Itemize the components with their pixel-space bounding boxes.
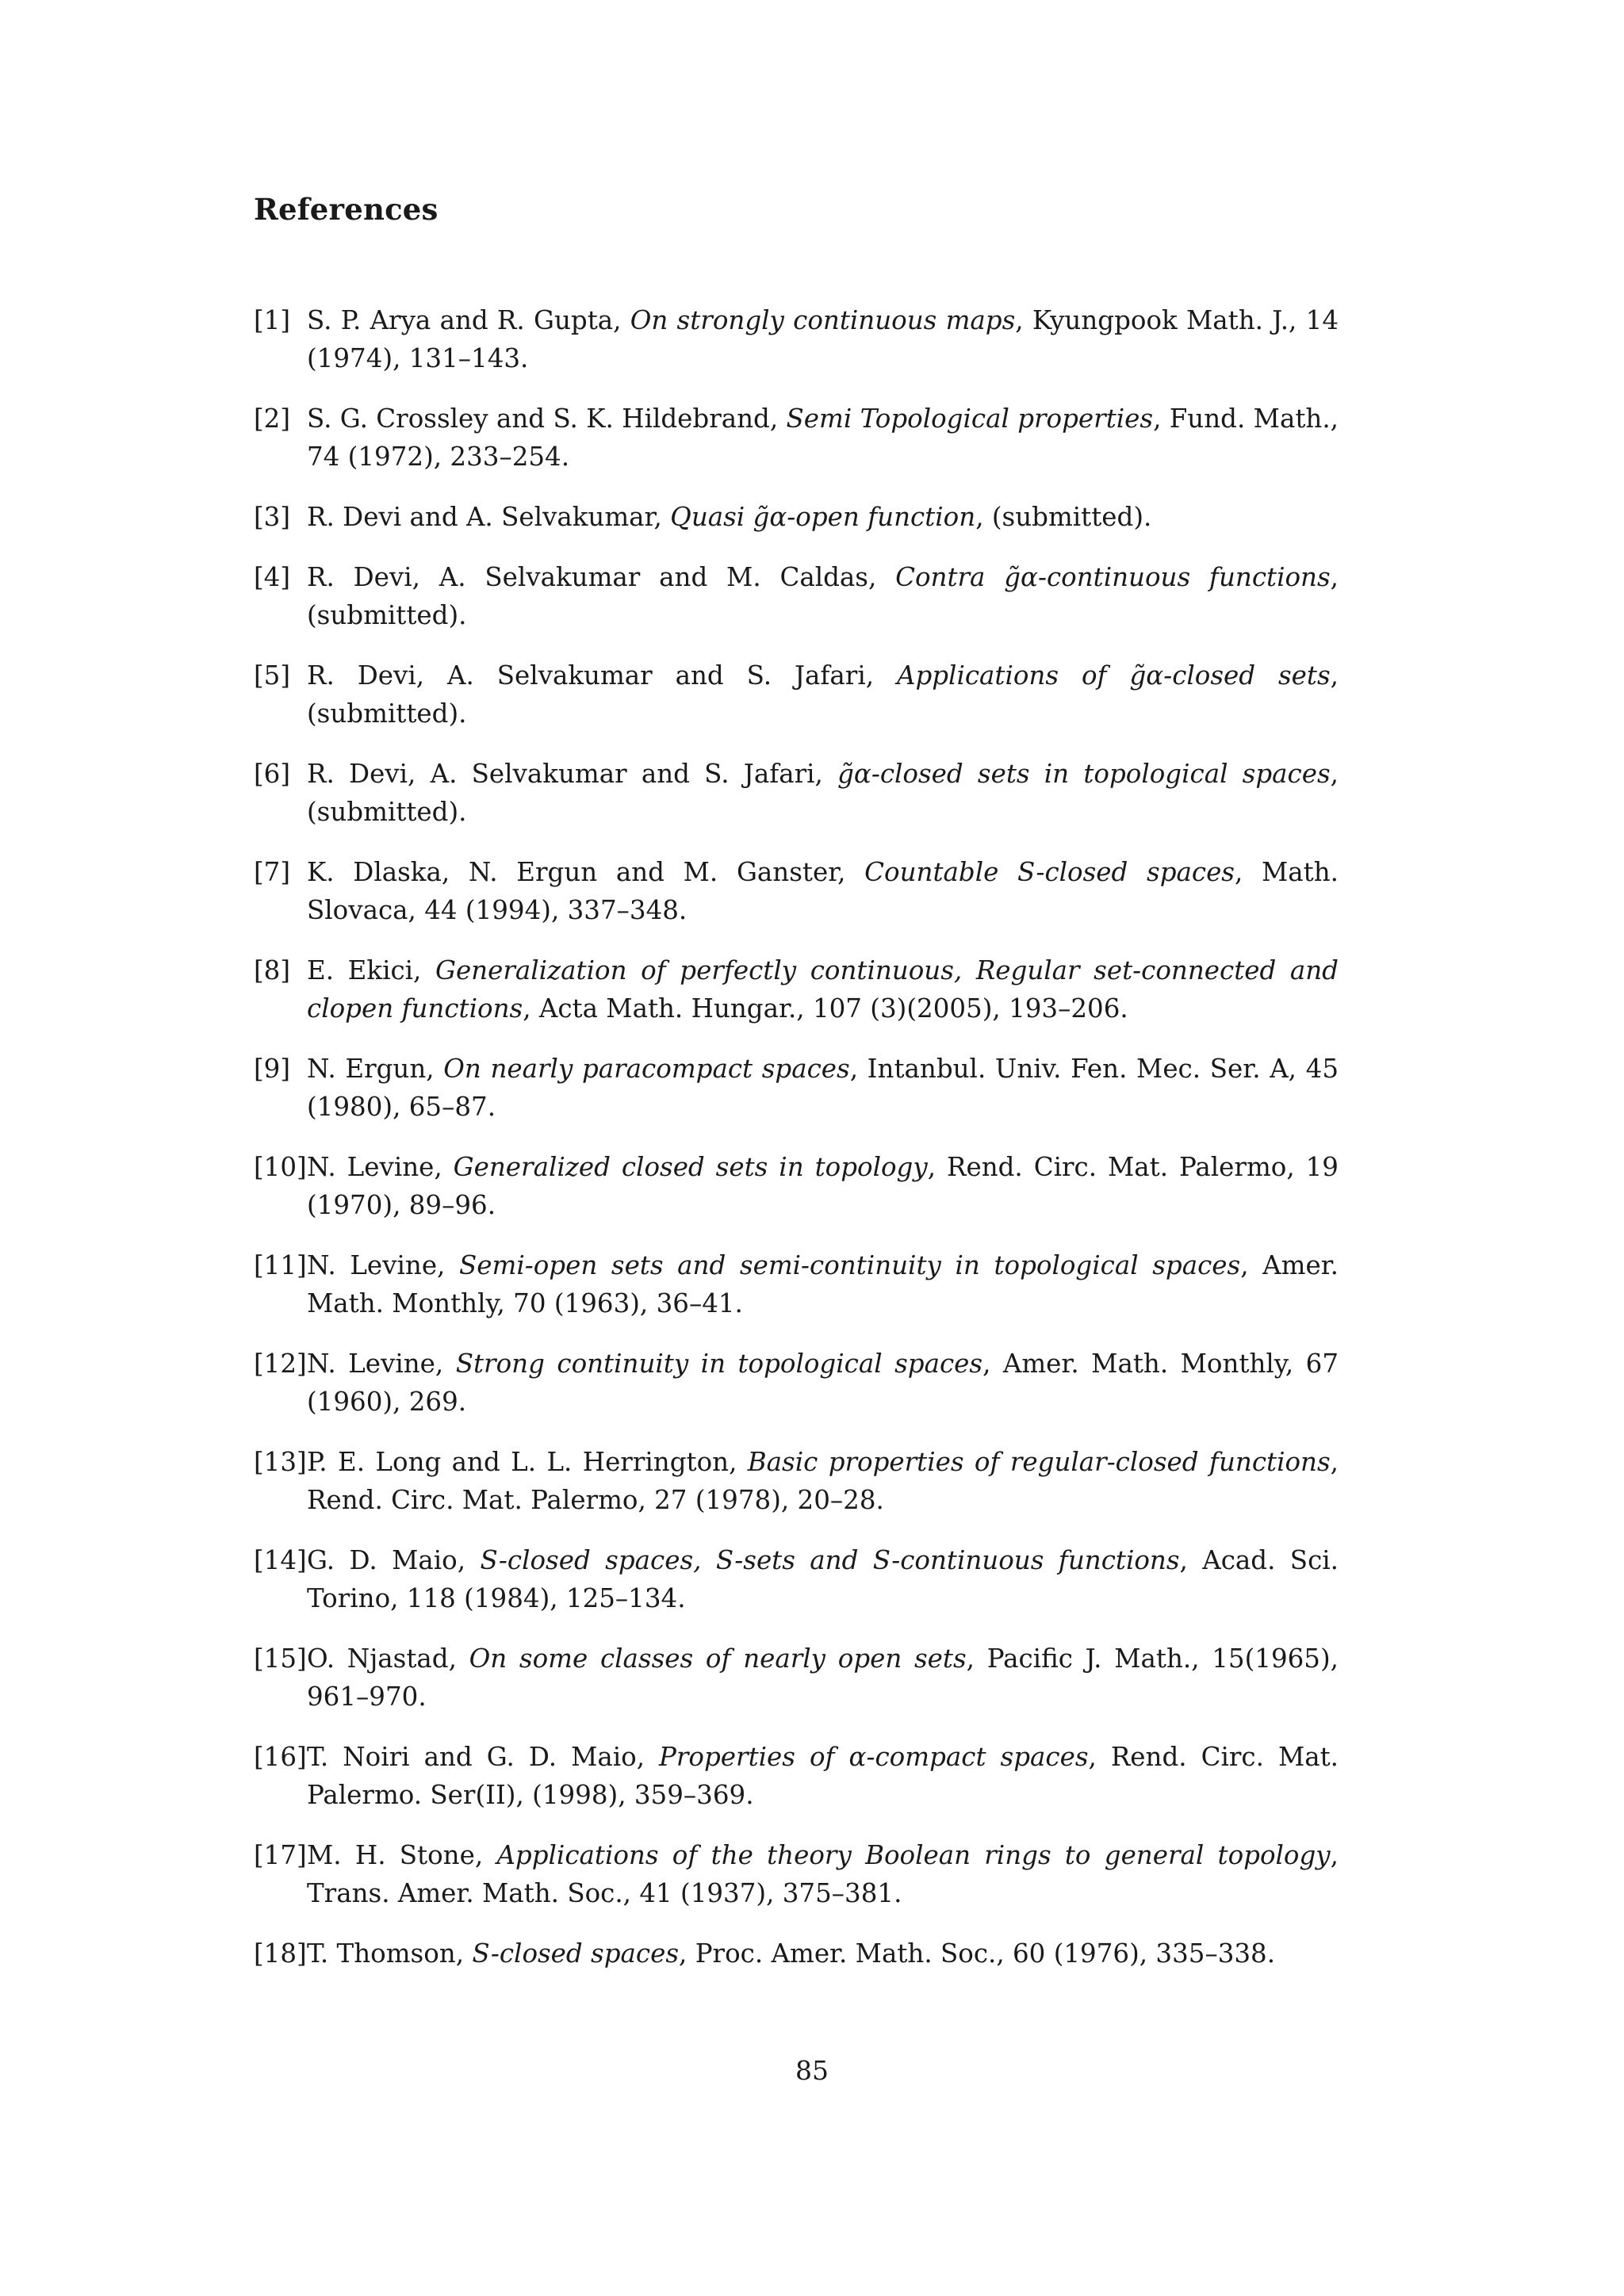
reference-item bbox=[254, 656, 1339, 733]
reference-label: [4] bbox=[254, 562, 291, 592]
reference-details: , Proc. Amer. Math. Soc., 60 (1976), 335–338. bbox=[679, 1938, 1276, 1969]
reference-item bbox=[254, 558, 1339, 634]
reference-details: , (submitted). bbox=[307, 562, 1339, 630]
reference-authors: N. Levine, bbox=[307, 1250, 460, 1280]
reference-label: [5] bbox=[254, 660, 291, 691]
reference-title: Countable S-closed spaces bbox=[864, 857, 1235, 887]
reference-item bbox=[254, 1640, 1339, 1716]
reference-details: , Kyungpook Math. J., 14 (1974), 131–143. bbox=[307, 305, 1339, 373]
reference-item bbox=[254, 1738, 1339, 1814]
reference-details: , Rend. Circ. Mat. Palermo, 27 (1978), 20–28. bbox=[307, 1447, 1339, 1515]
reference-details: , Acad. Sci. Torino, 118 (1984), 125–134. bbox=[307, 1545, 1339, 1613]
reference-label: [15] bbox=[254, 1644, 307, 1674]
reference-authors: T. Noiri and G. D. Maio, bbox=[307, 1742, 660, 1772]
reference-label: [7] bbox=[254, 857, 291, 887]
reference-label: [3] bbox=[254, 502, 291, 532]
reference-authors: G. D. Maio, bbox=[307, 1545, 481, 1575]
reference-details: , (submitted). bbox=[307, 660, 1339, 729]
reference-title: On some classes of nearly open sets bbox=[469, 1644, 967, 1674]
reference-label: [11] bbox=[254, 1250, 307, 1280]
reference-label: [9] bbox=[254, 1054, 291, 1084]
reference-details: , Math. Slovaca, 44 (1994), 337–348. bbox=[307, 857, 1339, 925]
reference-title: Applications of the theory Boolean rings to general topology bbox=[496, 1840, 1331, 1870]
reference-item bbox=[254, 400, 1339, 476]
reference-authors: R. Devi, A. Selvakumar and S. Jafari, bbox=[307, 759, 838, 789]
reference-item bbox=[254, 1541, 1339, 1617]
reference-label: [10] bbox=[254, 1152, 307, 1182]
reference-title: On nearly paracompact spaces bbox=[443, 1054, 850, 1084]
reference-item bbox=[254, 1836, 1339, 1912]
reference-title: Quasi g̃α-open function bbox=[670, 502, 976, 532]
reference-details: , Trans. Amer. Math. Soc., 41 (1937), 375–381. bbox=[307, 1840, 1339, 1908]
reference-authors: M. H. Stone, bbox=[307, 1840, 497, 1870]
reference-authors: R. Devi, A. Selvakumar and S. Jafari, bbox=[307, 660, 897, 691]
section-title: References bbox=[254, 192, 439, 227]
reference-label: [12] bbox=[254, 1349, 307, 1379]
reference-title: Generalization of perfectly continuous, Regular set-connected and clopen functions bbox=[307, 955, 1339, 1024]
reference-item bbox=[254, 755, 1339, 831]
reference-authors: S. G. Crossley and S. K. Hildebrand, bbox=[307, 404, 787, 434]
reference-item bbox=[254, 1934, 1339, 1973]
reference-authors: E. Ekici, bbox=[307, 955, 435, 985]
reference-item bbox=[254, 1246, 1339, 1322]
reference-authors: K. Dlaska, N. Ergun and M. Ganster, bbox=[307, 857, 865, 887]
reference-authors: S. P. Arya and R. Gupta, bbox=[307, 305, 630, 335]
reference-authors: N. Levine, bbox=[307, 1152, 454, 1182]
reference-label: [13] bbox=[254, 1447, 307, 1477]
reference-details: , Amer. Math. Monthly, 70 (1963), 36–41. bbox=[307, 1250, 1339, 1318]
reference-details: , Intanbul. Univ. Fen. Mec. Ser. A, 45 (1980), 65–87. bbox=[307, 1054, 1339, 1122]
reference-item bbox=[254, 1345, 1339, 1421]
page-number: 85 bbox=[795, 2055, 829, 2086]
reference-item bbox=[254, 1443, 1339, 1519]
reference-details: , Rend. Circ. Mat. Palermo. Ser(II), (1998), 359–369. bbox=[307, 1742, 1339, 1810]
reference-item bbox=[254, 1050, 1339, 1126]
reference-label: [2] bbox=[254, 404, 291, 434]
reference-item bbox=[254, 1148, 1339, 1224]
reference-label: [17] bbox=[254, 1840, 307, 1870]
reference-title: Properties of α-compact spaces bbox=[659, 1742, 1089, 1772]
reference-authors: O. Njastad, bbox=[307, 1644, 469, 1674]
reference-label: [8] bbox=[254, 955, 291, 985]
reference-authors: N. Levine, bbox=[307, 1349, 456, 1379]
reference-title: Generalized closed sets in topology bbox=[453, 1152, 928, 1182]
reference-title: S-closed spaces, S-sets and S-continuous functions bbox=[480, 1545, 1180, 1575]
reference-authors: P. E. Long and L. L. Herrington, bbox=[307, 1447, 748, 1477]
reference-title: S-closed spaces bbox=[472, 1938, 680, 1969]
reference-details: , (submitted). bbox=[975, 502, 1152, 532]
reference-title: Strong continuity in topological spaces bbox=[455, 1349, 983, 1379]
reference-label: [1] bbox=[254, 305, 291, 335]
reference-details: , (submitted). bbox=[307, 759, 1339, 827]
reference-item bbox=[254, 498, 1339, 536]
reference-item bbox=[254, 301, 1339, 377]
reference-item bbox=[254, 853, 1339, 929]
reference-label: [14] bbox=[254, 1545, 307, 1575]
reference-details: , Amer. Math. Monthly, 67 (1960), 269. bbox=[307, 1349, 1339, 1417]
reference-title: Semi-open sets and semi-continuity in topological spaces bbox=[459, 1250, 1241, 1280]
reference-details: , Fund. Math., 74 (1972), 233–254. bbox=[307, 404, 1339, 472]
reference-title: Contra g̃α-continuous functions bbox=[895, 562, 1331, 592]
reference-title: On strongly continuous maps bbox=[630, 305, 1016, 335]
reference-title: g̃α-closed sets in topological spaces bbox=[837, 759, 1331, 789]
reference-details: , Pacific J. Math., 15(1965), 961–970. bbox=[307, 1644, 1339, 1712]
reference-title: Applications of g̃α-closed sets bbox=[896, 660, 1331, 691]
reference-authors: R. Devi and A. Selvakumar, bbox=[307, 502, 671, 532]
reference-title: Semi Topological properties bbox=[786, 404, 1154, 434]
reference-label: [18] bbox=[254, 1938, 307, 1969]
reference-details: , Rend. Circ. Mat. Palermo, 19 (1970), 89–96. bbox=[307, 1152, 1339, 1220]
reference-list bbox=[254, 301, 1339, 1995]
reference-authors: N. Ergun, bbox=[307, 1054, 444, 1084]
reference-authors: R. Devi, A. Selvakumar and M. Caldas, bbox=[307, 562, 896, 592]
reference-label: [16] bbox=[254, 1742, 307, 1772]
reference-authors: T. Thomson, bbox=[307, 1938, 473, 1969]
reference-details: , Acta Math. Hungar., 107 (3)(2005), 193–206. bbox=[523, 993, 1128, 1024]
reference-item bbox=[254, 951, 1339, 1027]
reference-title: Basic properties of regular-closed functions bbox=[747, 1447, 1331, 1477]
reference-label: [6] bbox=[254, 759, 291, 789]
